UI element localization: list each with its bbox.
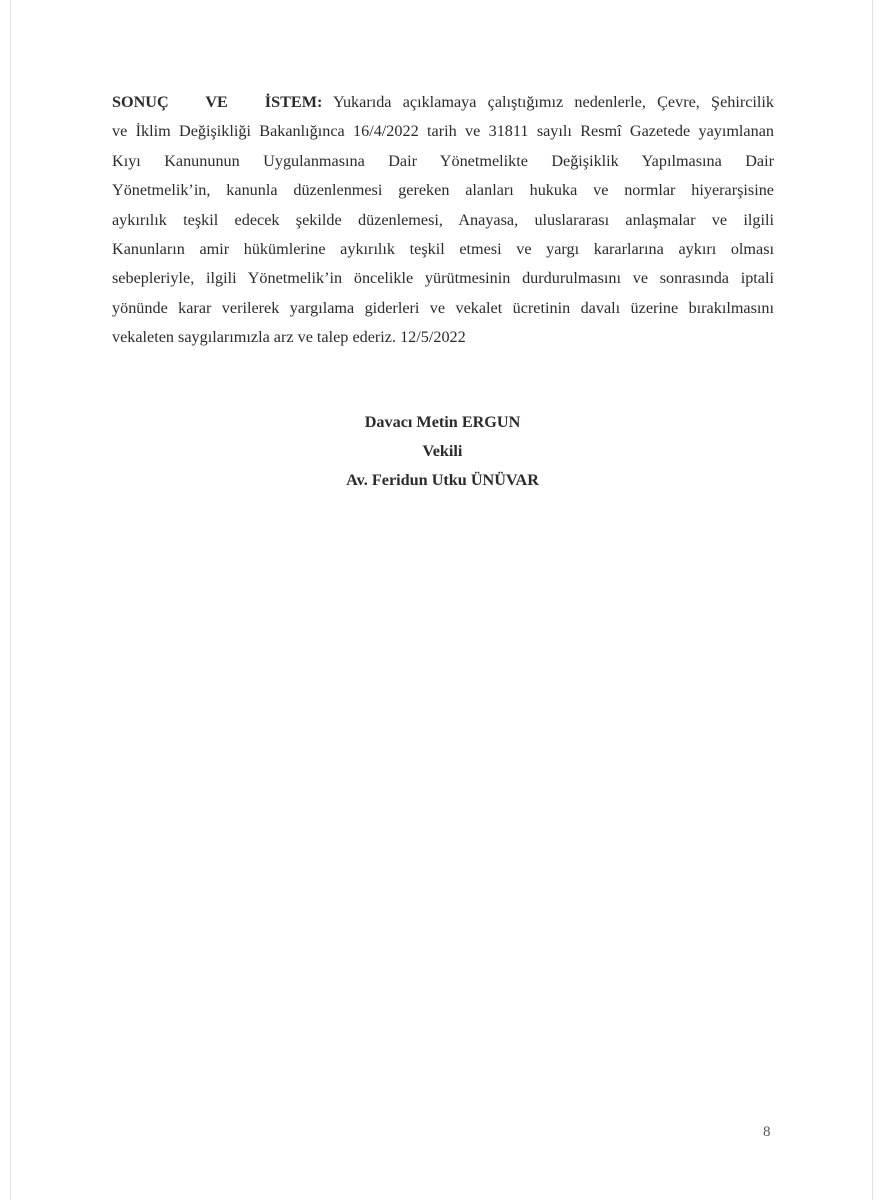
attorney-name: Av. Feridun Utku ÜNÜVAR <box>346 470 539 489</box>
paragraph-line-3: Kıyı Kanununun Uygulanmasına Dair Yönetmelikte Değişiklik Yapılmasına Dair <box>112 151 774 170</box>
conclusion-paragraph <box>112 88 774 353</box>
document-page <box>10 0 873 1200</box>
section-heading: SONUÇ VE İSTEM <box>112 93 317 111</box>
signature-block <box>11 408 874 494</box>
paragraph-line-1 <box>112 88 774 117</box>
heading-colon: : <box>317 93 323 111</box>
paragraph-line-6: Kanunların amir hükümlerine aykırılık teşkil etmesi ve yargı kararlarına aykırı olması <box>112 240 774 259</box>
plaintiff-name: Davacı Metin ERGUN <box>364 413 521 431</box>
signature-role: Vekili <box>422 441 463 460</box>
paragraph-line-8: yönünde karar verilerek yargılama giderleri ve vekalet ücretinin davalı üzerine bırakılmasını <box>112 298 774 317</box>
page-number: 8 <box>763 1124 771 1140</box>
paragraph-line-9: vekaleten saygılarımızla arz ve talep ederiz. 12/5/2022 <box>112 328 466 347</box>
paragraph-line-5: aykırılık teşkil edecek şekilde düzenlemesi, Anayasa, uluslararası anlaşmalar ve ilgili <box>112 210 774 229</box>
paragraph-line-7: sebepleriyle, ilgili Yönetmelik’in öncelikle yürütmesinin durdurulmasını ve sonrasında iptali <box>112 269 774 288</box>
paragraph-line-2: ve İklim Değişikliği Bakanlığınca 16/4/2022 tarih ve 31811 sayılı Resmî Gazetede yayımlanan <box>112 122 774 141</box>
paragraph-line-1-text: Yukarıda açıklamaya çalıştığımız nedenlerle, Çevre, Şehircilik <box>333 93 775 111</box>
paragraph-line-4: Yönetmelik’in, kanunla düzenlenmesi gereken alanları hukuka ve normlar hiyerarşisine <box>112 181 774 200</box>
